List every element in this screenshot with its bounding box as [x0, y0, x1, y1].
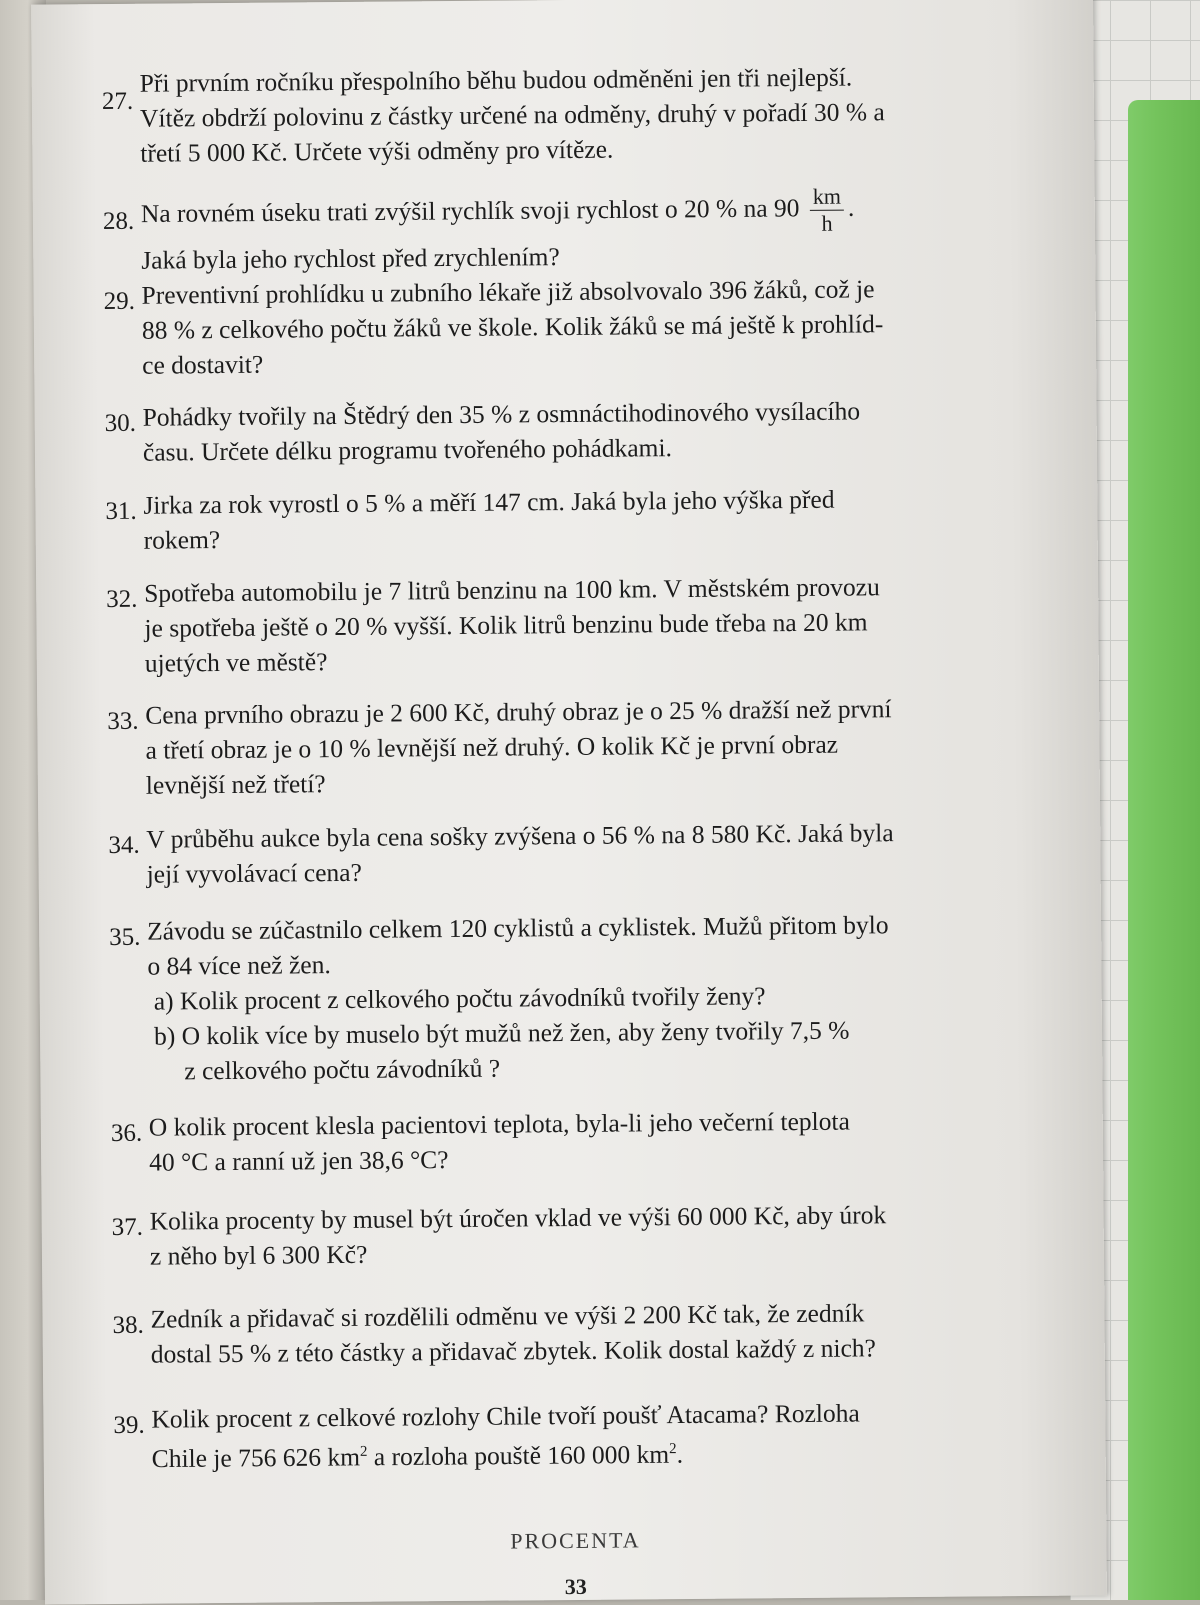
problem-30 [104, 392, 1005, 470]
problem-31 [105, 480, 1006, 558]
problem-number: 29. [103, 287, 135, 316]
text-line: V průběhu aukce byla cena sošky zvýšena o 56 % na 8 580 Kč. Jaká byla [146, 818, 894, 854]
problem-27 [102, 58, 1003, 171]
problem-number: 33. [107, 707, 139, 736]
problem-number: 39. [113, 1411, 145, 1439]
text-segment: . [676, 1439, 684, 1469]
text-segment: a rozloha pouště 160 000 km [367, 1439, 670, 1472]
subquestion-b-continued: z celkového počtu závodníků ? [184, 1053, 501, 1086]
problem-text [149, 1102, 1012, 1180]
problem-text [144, 568, 1007, 681]
text-line: Pohádky tvořily na Štědrý den 35 % z osmnáctihodinového vysílacího [142, 396, 861, 432]
problem-text [141, 182, 1004, 278]
text-line: Závodu se zúčastnilo celkem 120 cyklistů a cyklistek. Mužů přitom bylo [147, 910, 889, 946]
text-line: Cena prvního obrazu je 2 600 Kč, druhý obraz je o 25 % dražší než první [145, 694, 892, 730]
text-line: Preventivní prohlídku u zubního lékaře již absolvovalo 396 žáků, což je [141, 274, 875, 310]
problem-28 [103, 182, 1004, 278]
text-segment: Na rovném úseku trati zvýšil rychlík svoji rychlost o 20 % na 90 [140, 193, 800, 229]
text-line: Jaká byla jeho rychlost před zrychlením? [141, 242, 560, 275]
problem-number: 28. [102, 207, 135, 236]
text-line: 88 % z celkového počtu žáků ve škole. Kolik žáků se má ještě k prohlíd- [141, 309, 884, 345]
problem-number: 36. [110, 1119, 143, 1148]
problem-32 [106, 568, 1007, 681]
problem-text [151, 1394, 1014, 1476]
section-footer: PROCENTA [510, 1527, 641, 1554]
text-line: z něho byl 6 300 Kč? [149, 1239, 368, 1271]
problem-text [150, 1196, 1013, 1274]
text-line [152, 1429, 1014, 1476]
problem-39 [113, 1394, 1014, 1476]
text-line: Při prvním ročníku přespolního běhu budou odměněni jen tři nejlepší. [139, 62, 853, 98]
problem-text [150, 1294, 1013, 1372]
text-line: Jirka za rok vyrostl o 5 % a měří 147 cm. Jaká byla jeho výška před [143, 484, 835, 520]
text-line: O kolik procent klesla pacientovi teplota, byla-li jeho večerní teplota [148, 1106, 850, 1142]
text-line: o 84 více než žen. [147, 950, 331, 981]
text-line: času. Určete délku programu tvořeného pohádkami. [142, 433, 673, 467]
problem-text [140, 58, 1003, 171]
text-line: rokem? [143, 525, 221, 555]
text-line: Kolik procent z celkové rozlohy Chile tvoří poušť Atacama? Rozloha [151, 1398, 860, 1434]
problem-number: 30. [104, 409, 137, 438]
problem-35 [109, 906, 1010, 1089]
text-line: ujetých ve městě? [144, 647, 328, 678]
problem-number: 27. [101, 87, 134, 116]
problem-36 [111, 1102, 1012, 1180]
subquestion-b: b) O kolik více by muselo být mužů než žen, aby ženy tvořily 7,5 % [153, 1015, 850, 1051]
text-line: Vítěz obdrží polovinu z částky určené na odměny, druhý v pořadí 30 % a [139, 97, 885, 133]
superscript: 2 [669, 1441, 677, 1458]
text-line: 40 °C a ranní už jen 38,6 °C? [149, 1145, 449, 1177]
text-line: ce dostavit? [142, 349, 264, 380]
text-line: její vyvolávací cena? [146, 857, 362, 889]
problem-text [146, 814, 1009, 892]
text-line [141, 182, 1003, 243]
subquestion-a: a) Kolik procent z celkového počtu závodníků tvořily ženy? [153, 981, 766, 1016]
text-line: Spotřeba automobilu je 7 litrů benzinu na 100 km. V městském provozu [144, 572, 880, 608]
problem-38 [112, 1294, 1013, 1372]
problem-33 [107, 690, 1008, 803]
problem-number: 37. [111, 1213, 144, 1242]
problem-text [147, 906, 1010, 1089]
textbook-page [31, 0, 1107, 1605]
text-line: levnější než třetí? [145, 769, 326, 800]
problem-number: 38. [112, 1311, 144, 1340]
fraction-numerator: km [810, 184, 844, 211]
text-segment: . [847, 192, 855, 222]
problem-text [141, 270, 1004, 383]
problem-29 [103, 270, 1004, 383]
text-line: a třetí obraz je o 10 % levnější než druhý. O kolik Kč je první obraz [145, 729, 839, 765]
green-folder [1128, 100, 1200, 1600]
problem-34 [108, 814, 1009, 892]
page-number: 33 [564, 1573, 587, 1600]
problem-37 [112, 1196, 1013, 1274]
text-line: dostal 55 % z této částky a přidavač zbytek. Kolik dostal každý z nich? [150, 1333, 877, 1369]
text-line: Zedník a přidavač si rozdělili odměnu ve výši 2 200 Kč tak, že zedník [150, 1298, 865, 1334]
fraction-km-per-h [810, 184, 845, 237]
text-line: třetí 5 000 Kč. Určete výši odměny pro vítěze. [140, 134, 614, 168]
problem-text [145, 690, 1008, 803]
problem-number: 32. [106, 585, 138, 614]
fraction-denominator: h [821, 210, 833, 236]
text-line: je spotřeba ještě o 20 % vyšší. Kolik litrů benzinu bude třeba na 20 km [144, 607, 868, 643]
text-line: Kolika procenty by musel být úročen vklad ve výši 60 000 Kč, aby úrok [149, 1200, 887, 1236]
problem-number: 35. [109, 923, 141, 952]
problem-number: 31. [105, 497, 137, 526]
problem-text [142, 392, 1005, 470]
problem-number: 34. [108, 831, 140, 860]
text-segment: Chile je 756 626 km [151, 1442, 361, 1474]
problem-text [143, 480, 1006, 558]
superscript: 2 [359, 1443, 368, 1460]
